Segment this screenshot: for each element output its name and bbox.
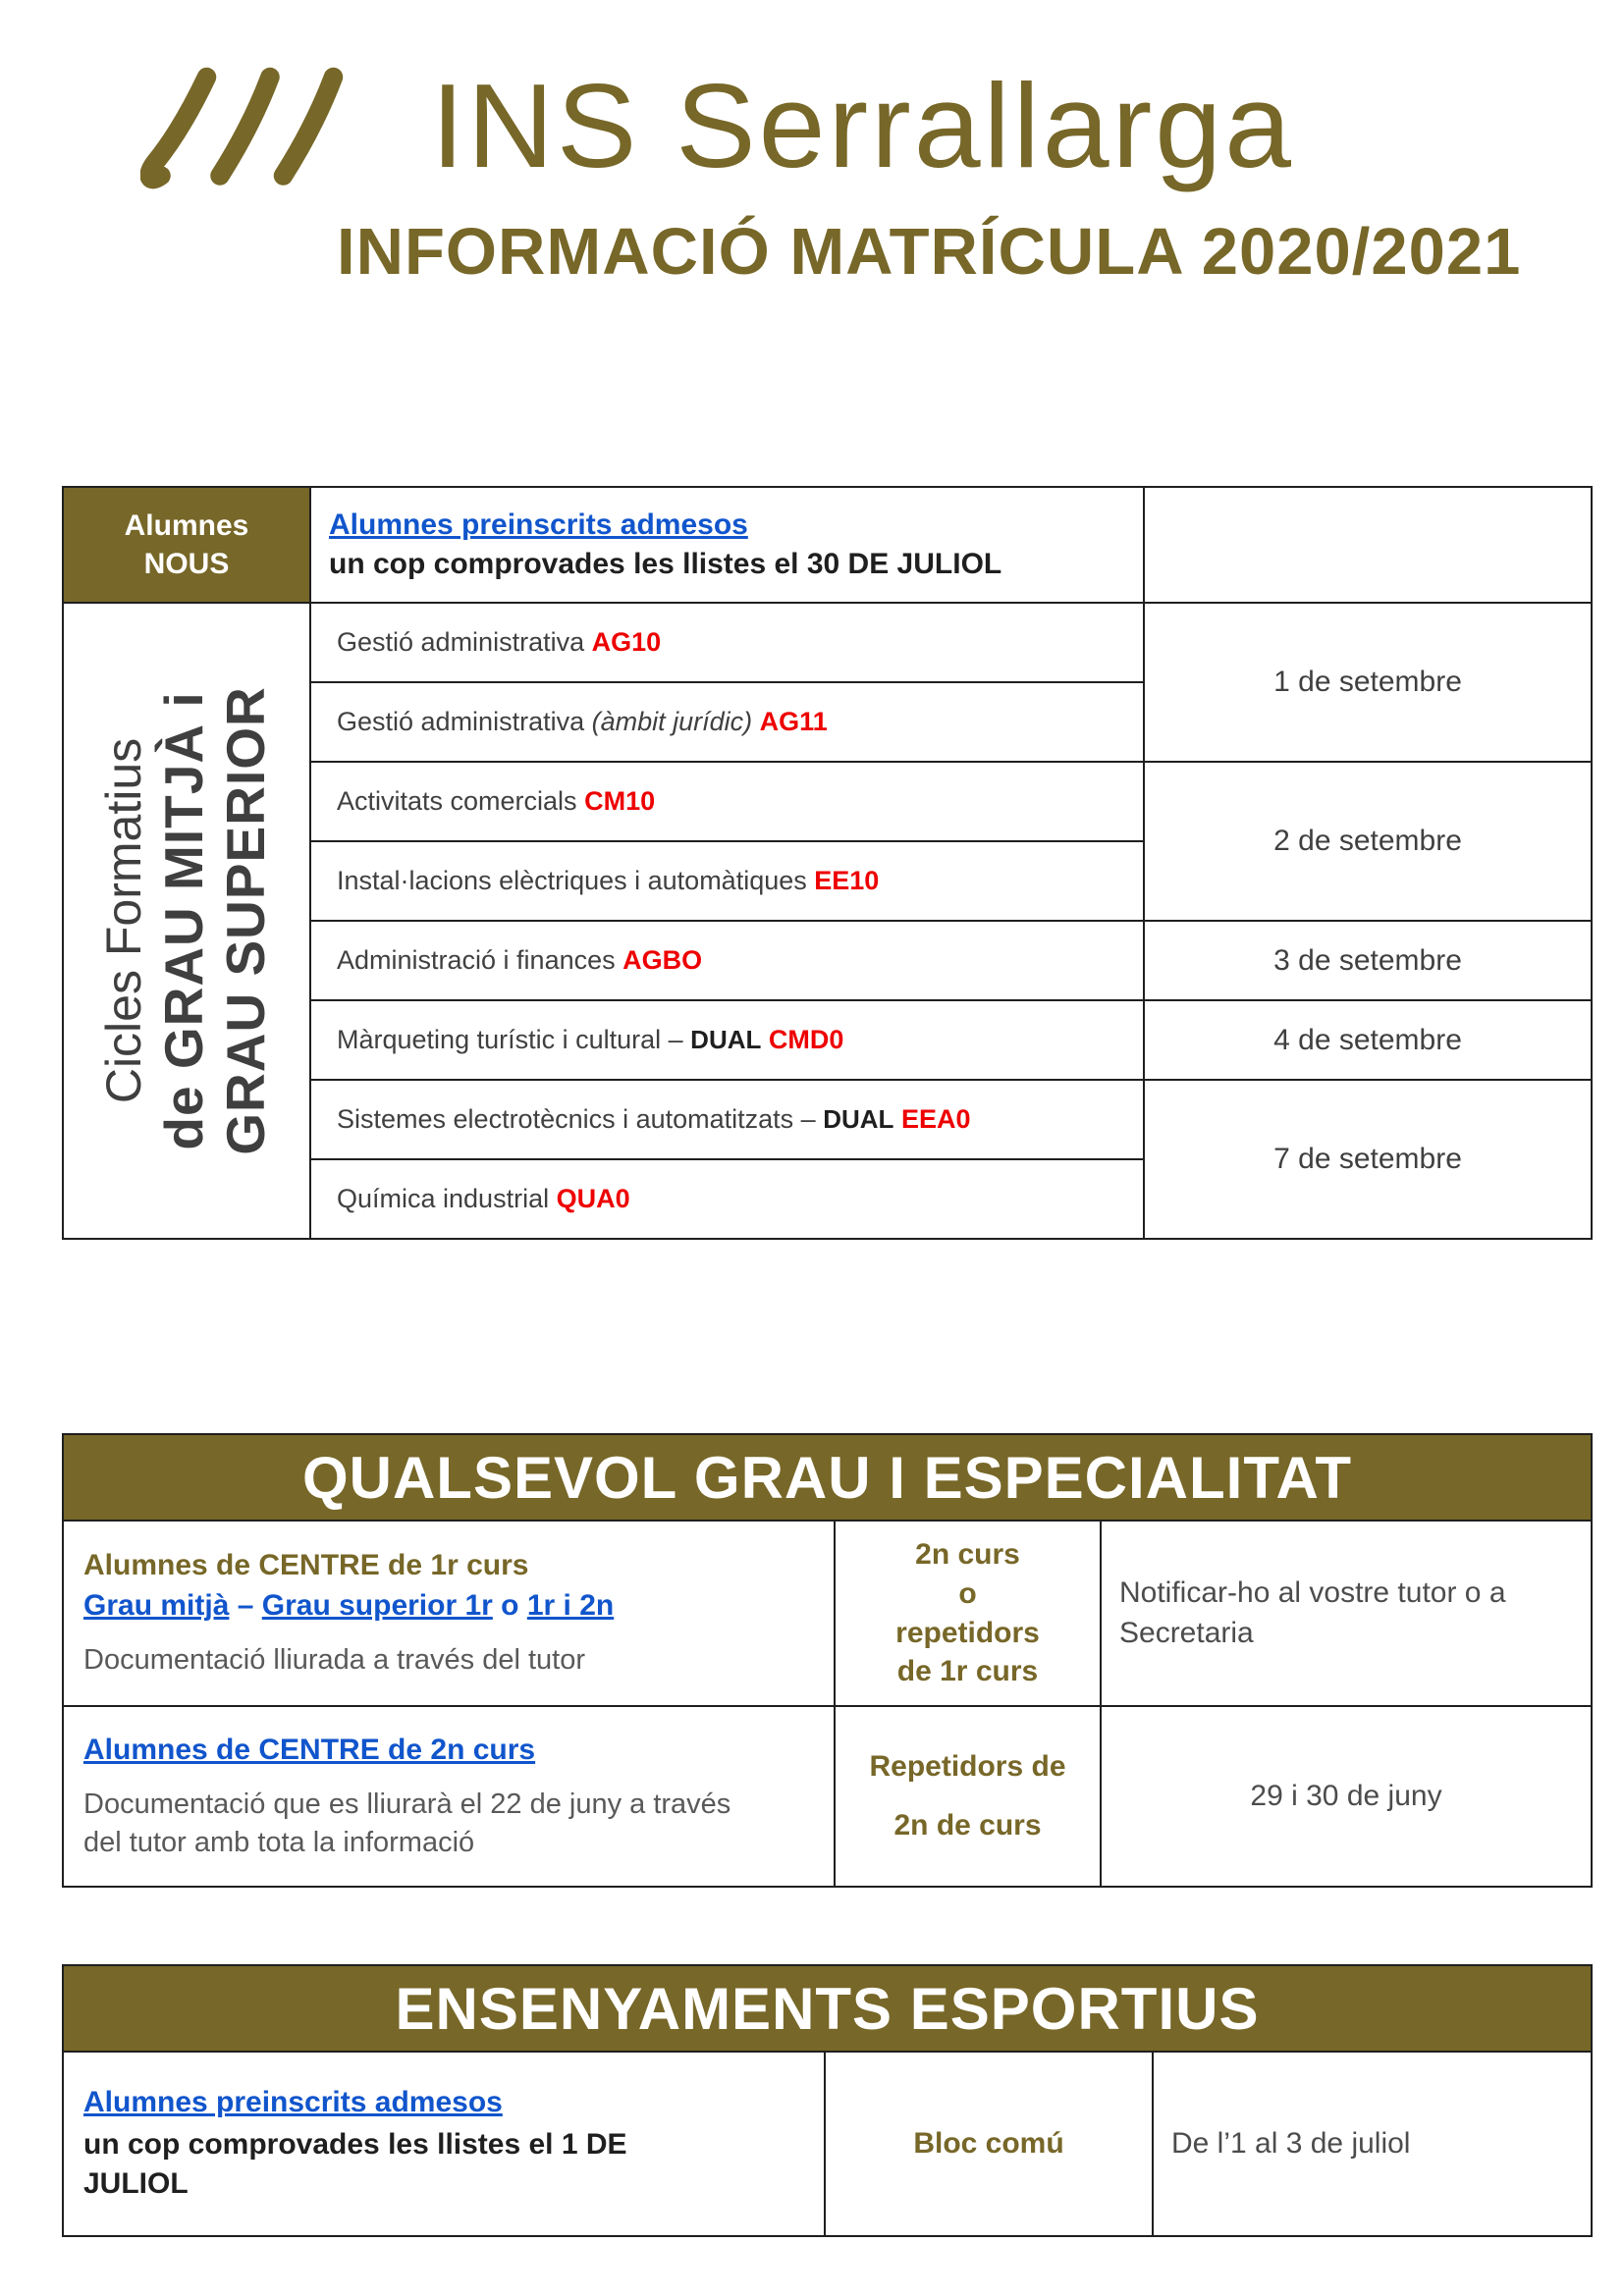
program-name: Química industrial — [337, 1184, 550, 1214]
juliol-dates-text: De l’1 al 3 de juliol — [1171, 2126, 1411, 2160]
notificar-text: Notificar-ho al vostre tutor o a Secretaria — [1119, 1576, 1506, 1649]
centre-1r-curs-cell — [63, 1521, 835, 1706]
centre-2n-link[interactable]: Alumnes de CENTRE de 2n curs — [83, 1733, 536, 1766]
date-cell: 7 de setembre — [1144, 1080, 1592, 1239]
program-code: QUA0 — [556, 1184, 630, 1214]
or-separator: o — [501, 1588, 519, 1622]
program-code: CM10 — [584, 786, 656, 817]
side-label-line1: Cicles Formatius — [96, 737, 151, 1104]
esportius-preinscrits-link[interactable]: Alumnes preinscrits admesos — [83, 2086, 503, 2119]
program-code: EEA0 — [900, 1104, 971, 1135]
program-cell — [310, 841, 1144, 921]
qualsevol-grau-table — [62, 1433, 1593, 1888]
program-name: Instal·lacions elèctriques i automàtiques — [337, 866, 807, 896]
table-row — [63, 1434, 1592, 1521]
program-code: EE10 — [814, 866, 880, 896]
date-cell: 4 de setembre — [1144, 1000, 1592, 1080]
admitted-cell — [310, 487, 1144, 603]
program-code: CMD0 — [768, 1025, 844, 1055]
bloc-comu-text: Bloc comú — [913, 2127, 1064, 2161]
document-title: INFORMACIÓ MATRÍCULA 2020/2021 — [337, 215, 1522, 289]
mid-line: 2n de curs — [893, 1809, 1042, 1842]
program-name: Màrqueting turístic i cultural – — [337, 1025, 683, 1055]
section-header-esportius: ENSENYAMENTS ESPORTIUS — [63, 1965, 1592, 2052]
admitted-note: un cop comprovades les llistes el 30 DE JULIOL — [329, 548, 1002, 581]
mid-line: repetidors — [895, 1616, 1040, 1649]
juny-dates-cell — [1101, 1706, 1592, 1887]
program-name: Administració i finances — [337, 945, 616, 976]
notificar-cell — [1101, 1521, 1592, 1706]
alumnes-nous-cell — [63, 487, 310, 603]
alumnes-nous-line1: Alumnes — [124, 509, 249, 543]
mid-line: o — [958, 1576, 977, 1610]
program-cell — [310, 1000, 1144, 1080]
section-header-qualsevol: QUALSEVOL GRAU I ESPECIALITAT — [63, 1434, 1592, 1521]
esportius-note: un cop comprovades les llistes el 1 DE JULIOL — [83, 2127, 627, 2201]
table-row — [63, 2052, 1592, 2236]
program-qualifier: (àmbit jurídic) — [591, 707, 753, 737]
program-cell — [310, 682, 1144, 762]
table-row — [63, 1965, 1592, 2052]
program-name: Activitats comercials — [337, 786, 577, 817]
table-row — [63, 487, 1592, 603]
date-cell: 2 de setembre — [1144, 762, 1592, 921]
serrallarga-logo-icon — [140, 52, 406, 199]
2n-curs-cell — [835, 1521, 1101, 1706]
vertical-label-cell — [63, 603, 310, 1239]
centre-1r-title: Alumnes de CENTRE de 1r curs — [83, 1549, 529, 1582]
grau-superior-1r-link[interactable]: Grau superior 1r — [261, 1588, 493, 1622]
program-dual-tag: DUAL — [823, 1104, 894, 1135]
grau-links-line — [83, 1586, 814, 1627]
date-cell: 1 de setembre — [1144, 603, 1592, 762]
program-cell — [310, 603, 1144, 682]
program-code: AGBO — [622, 945, 703, 976]
alumnes-preinscrits-link[interactable]: Alumnes preinscrits admesos — [329, 507, 748, 541]
brand-row — [140, 47, 1623, 204]
bloc-comu-cell — [825, 2052, 1153, 2236]
esportius-admitted-cell — [63, 2052, 825, 2236]
table-row — [63, 1706, 1592, 1887]
program-name: Gestió administrativa — [337, 627, 585, 658]
mid-line: Repetidors de — [869, 1750, 1066, 1784]
side-label-line2: de GRAU MITJÀ i — [152, 691, 214, 1150]
program-name: Gestió administrativa — [337, 707, 585, 737]
alumnes-nous-line2: NOUS — [143, 548, 230, 581]
program-cell — [310, 1159, 1144, 1239]
program-code: AG11 — [759, 707, 828, 737]
program-cell — [310, 762, 1144, 841]
mid-line: 2n curs — [915, 1538, 1020, 1572]
document-header — [0, 0, 1623, 290]
juliol-dates-cell — [1153, 2052, 1592, 2236]
program-cell — [310, 921, 1144, 1000]
repetidors-cell — [835, 1706, 1101, 1887]
centre-2n-curs-cell — [63, 1706, 835, 1887]
grau-1r-i-2n-link[interactable]: 1r i 2n — [526, 1588, 615, 1622]
mid-line: de 1r curs — [896, 1655, 1039, 1688]
cicles-formatius-table — [62, 486, 1593, 1240]
date-cell: 3 de setembre — [1144, 921, 1592, 1000]
dash-separator: – — [237, 1588, 254, 1622]
juny-dates-text: 29 i 30 de juny — [1250, 1779, 1442, 1812]
table-row — [63, 603, 1592, 682]
documentacio-note: Documentació lliurada a través del tutor — [83, 1644, 585, 1677]
vertical-label — [96, 686, 277, 1155]
side-label-line3: GRAU SUPERIOR — [214, 686, 276, 1155]
ensenyaments-esportius-table — [62, 1964, 1593, 2237]
empty-cell — [1144, 487, 1592, 603]
table-row — [63, 1521, 1592, 1706]
program-dual-tag: DUAL — [690, 1025, 762, 1055]
program-code: AG10 — [591, 627, 662, 658]
documentacio-2n-note: Documentació que es lliurarà el 22 de juny a través del tutor amb tota la informació — [83, 1789, 731, 1859]
program-name: Sistemes electrotècnics i automatitzats – — [337, 1104, 816, 1135]
grau-mitja-link[interactable]: Grau mitjà — [83, 1588, 230, 1622]
program-cell — [310, 1080, 1144, 1159]
school-name: INS Serrallarga — [431, 59, 1294, 192]
